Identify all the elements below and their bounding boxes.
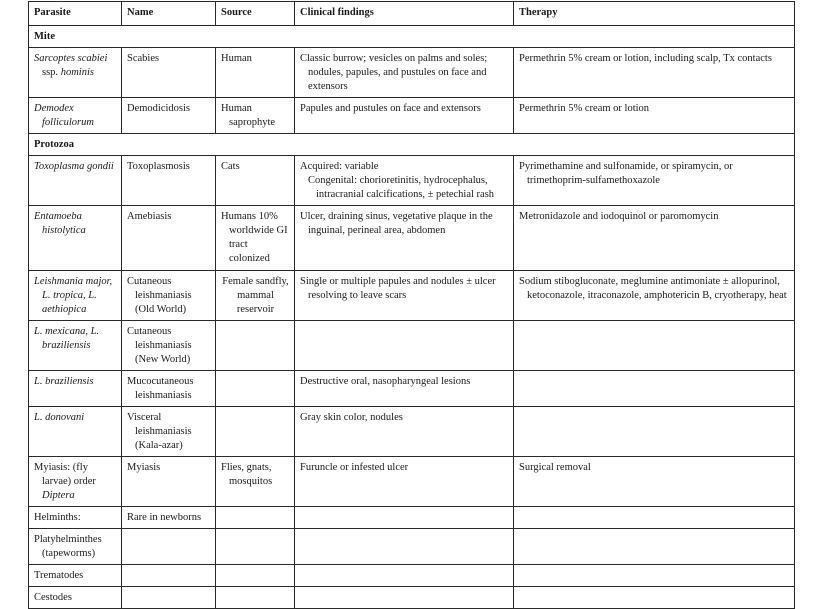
source-cell — [216, 407, 295, 457]
clinical-cell — [295, 565, 514, 587]
parasite-cell: L. mexicana, L. braziliensis — [29, 321, 122, 371]
therapy-cell: Sodium stibogluconate, meglumine antimoniate ± allopurinol, ketoconazole, itraconazole, amphotericin B, cryotherapy, heat — [514, 271, 795, 321]
parasite-cell: Trematodes — [29, 565, 122, 587]
source-cell: Flies, gnats, mosquitos — [216, 457, 295, 507]
parasite-cell: Entamoeba histolytica — [29, 206, 122, 271]
clinical-cell — [295, 321, 514, 371]
name-cell — [122, 587, 216, 609]
header-therapy: Therapy — [514, 2, 795, 26]
clinical-cell — [295, 156, 514, 206]
name-cell: Amebiasis — [122, 206, 216, 271]
therapy-cell — [514, 371, 795, 407]
name-cell — [122, 565, 216, 587]
table-row — [29, 206, 795, 271]
name-cell: Myiasis — [122, 457, 216, 507]
section-row-protozoa — [29, 134, 795, 156]
therapy-cell — [514, 565, 795, 587]
table-row — [29, 156, 795, 206]
table-row — [29, 529, 795, 565]
name-cell: Mucocutaneous leishmaniasis — [122, 371, 216, 407]
clinical-cell — [295, 529, 514, 565]
clinical-cell: Gray skin color, nodules — [295, 407, 514, 457]
parasite-cell: Helminths: — [29, 507, 122, 529]
clinical-cell: Furuncle or infested ulcer — [295, 457, 514, 507]
header-row — [29, 2, 795, 26]
table-row — [29, 565, 795, 587]
table-row — [29, 321, 795, 371]
table-row — [29, 371, 795, 407]
clinical-congenital: Congenital: chorioretinitis, hydrocephalus, intracranial calcifications, ± petechial rash — [308, 175, 495, 200]
source-cell: Human saprophyte — [216, 98, 295, 134]
name-cell — [122, 529, 216, 565]
parasite-cell: Leishmania major, L. tropica, L. aethiopica — [29, 271, 122, 321]
therapy-cell — [514, 507, 795, 529]
parasite-table — [28, 1, 795, 609]
name-cell: Demodicidosis — [122, 98, 216, 134]
source-cell: Human — [216, 48, 295, 98]
source-cell — [216, 529, 295, 565]
name-cell: Visceral leishmaniasis (Kala-azar) — [122, 407, 216, 457]
section-label: Mite — [29, 26, 795, 48]
source-cell — [216, 371, 295, 407]
table-row — [29, 507, 795, 529]
therapy-cell — [514, 321, 795, 371]
therapy-cell — [514, 407, 795, 457]
table-row — [29, 407, 795, 457]
source-cell: Humans 10% worldwide GI tract colonized — [216, 206, 295, 271]
section-label: Protozoa — [29, 134, 795, 156]
parasite-cell: Sarcoptes scabiei ssp. hominis — [29, 48, 122, 98]
table-row — [29, 271, 795, 321]
clinical-acquired: Acquired: variable — [300, 161, 379, 172]
name-cell: Cutaneous leishmaniasis (New World) — [122, 321, 216, 371]
source-cell — [216, 565, 295, 587]
source-cell: Cats — [216, 156, 295, 206]
source-cell: Female sandfly, mammal reservoir — [216, 271, 295, 321]
clinical-cell: Classic burrow; vesicles on palms and soles; nodules, papules, and pustules on face and extensors — [295, 48, 514, 98]
header-source: Source — [216, 2, 295, 26]
table-row — [29, 98, 795, 134]
therapy-cell: Pyrimethamine and sulfonamide, or spiramycin, or trimethoprim-sulfamethoxazole — [514, 156, 795, 206]
header-clinical-findings: Clinical findings — [295, 2, 514, 26]
therapy-cell: Permethrin 5% cream or lotion, including scalp, Tx contacts — [514, 48, 795, 98]
name-cell: Toxoplasmosis — [122, 156, 216, 206]
table-row — [29, 48, 795, 98]
source-cell — [216, 507, 295, 529]
clinical-cell: Single or multiple papules and nodules ± ulcer resolving to leave scars — [295, 271, 514, 321]
therapy-cell — [514, 587, 795, 609]
header-name: Name — [122, 2, 216, 26]
parasite-cell: L. donovani — [29, 407, 122, 457]
table-row — [29, 457, 795, 507]
source-cell — [216, 587, 295, 609]
parasite-cell: Platyhelminthes (tapeworms) — [29, 529, 122, 565]
clinical-cell: Destructive oral, nasopharyngeal lesions — [295, 371, 514, 407]
name-cell: Rare in newborns — [122, 507, 216, 529]
parasite-cell: Demodex folliculorum — [29, 98, 122, 134]
clinical-cell: Papules and pustules on face and extensors — [295, 98, 514, 134]
clinical-cell — [295, 587, 514, 609]
header-parasite: Parasite — [29, 2, 122, 26]
name-cell: Scabies — [122, 48, 216, 98]
parasite-cell: Myiasis: (fly larvae) order Diptera — [29, 457, 122, 507]
source-cell — [216, 321, 295, 371]
clinical-cell: Ulcer, draining sinus, vegetative plaque in the inguinal, perineal area, abdomen — [295, 206, 514, 271]
therapy-cell: Permethrin 5% cream or lotion — [514, 98, 795, 134]
clinical-cell — [295, 507, 514, 529]
parasite-cell: L. braziliensis — [29, 371, 122, 407]
parasite-cell: Toxoplasma gondii — [29, 156, 122, 206]
therapy-cell — [514, 529, 795, 565]
section-row-mite — [29, 26, 795, 48]
table-row — [29, 587, 795, 609]
name-cell: Cutaneous leishmaniasis (Old World) — [122, 271, 216, 321]
parasite-cell: Cestodes — [29, 587, 122, 609]
therapy-cell: Surgical removal — [514, 457, 795, 507]
therapy-cell: Metronidazole and iodoquinol or paromomycin — [514, 206, 795, 271]
